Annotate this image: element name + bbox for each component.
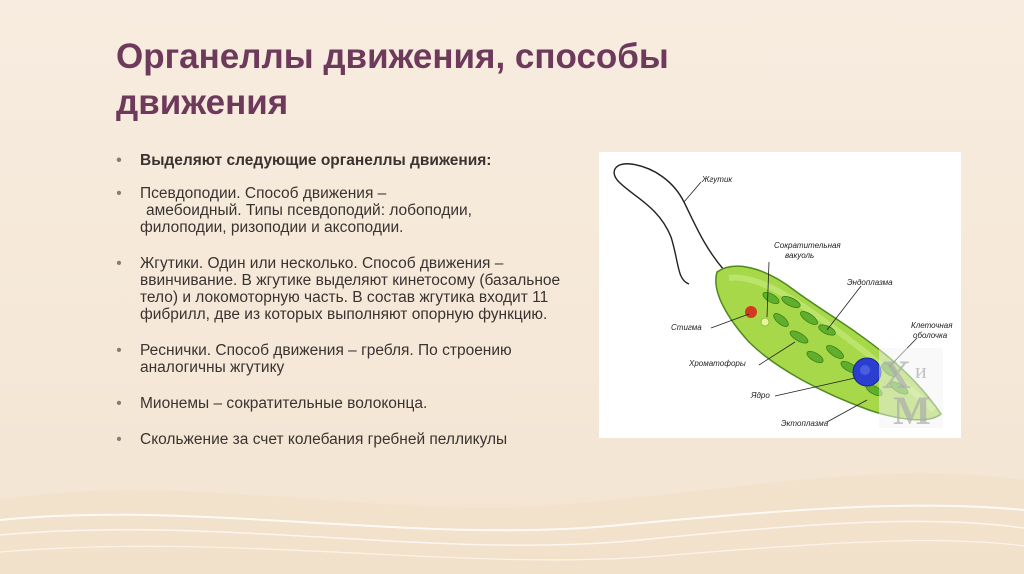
svg-text:Х: Х — [882, 352, 911, 397]
svg-text:М: М — [893, 388, 931, 433]
cilia-text: Реснички. Способ движения – гребля. По строению аналогичны жгутику — [140, 342, 512, 376]
label-cell-membrane-1: Клеточная — [911, 321, 953, 330]
gliding-text: Скольжение за счет колебания гребней пелликулы — [140, 431, 508, 448]
label-ectoplasm: Эктоплазма — [781, 419, 829, 428]
bullet-list — [112, 152, 572, 448]
pseudopodia-line-2: амебоидный. Типы псевдоподий: лобоподии, — [146, 202, 472, 219]
euglena-diagram — [599, 152, 961, 438]
list-item — [112, 431, 572, 448]
pseudopodia-line-1: Псевдоподии. Способ движения – — [140, 185, 387, 202]
label-nucleus: Ядро — [751, 391, 770, 400]
label-contractile-vacuole-1: Сократительная — [774, 241, 841, 250]
list-item — [112, 185, 572, 236]
page-title: Органеллы движения, способы движения — [116, 37, 669, 122]
euglena-illustration — [599, 152, 961, 438]
label-stigma: Стигма — [671, 323, 702, 332]
flagella-text: Жгутики. Один или несколько. Способ движения – ввинчивание. В жгутике выделяют кинетосому (базальное тело) и локомоторную часть. В состав жгутика входит 11 фибрилл, две из которых выполняют опорную функцию. — [140, 255, 561, 323]
label-chromatophores: Хроматофоры — [689, 359, 746, 368]
stigma — [745, 306, 757, 318]
label-cell-membrane-2: оболочка — [913, 331, 948, 340]
list-item — [112, 395, 572, 412]
pseudopodia-line-3: филоподии, ризоподии и аксоподии. — [140, 219, 404, 236]
label-endoplasm: Эндоплазма — [847, 278, 893, 287]
label-flagellum: Жгутик — [702, 175, 733, 184]
bullet-dot: • — [116, 255, 122, 272]
bullet-dot: • — [116, 342, 122, 359]
list-item — [112, 255, 572, 323]
list-item — [112, 152, 572, 169]
label-contractile-vacuole-2: вакуоль — [785, 251, 815, 260]
bullet-dot: • — [116, 395, 122, 412]
watermark-logo — [879, 348, 943, 433]
svg-text:и: и — [915, 358, 927, 383]
bullet-dot: • — [116, 152, 122, 169]
bullet-dot: • — [116, 431, 122, 448]
bullet-dot: • — [116, 185, 122, 202]
mionemes-text: Мионемы – сократительные волоконца. — [140, 395, 428, 412]
contractile-vacuole — [761, 318, 769, 326]
list-item — [112, 342, 572, 376]
intro-text: Выделяют следующие органеллы движения: — [140, 152, 492, 169]
